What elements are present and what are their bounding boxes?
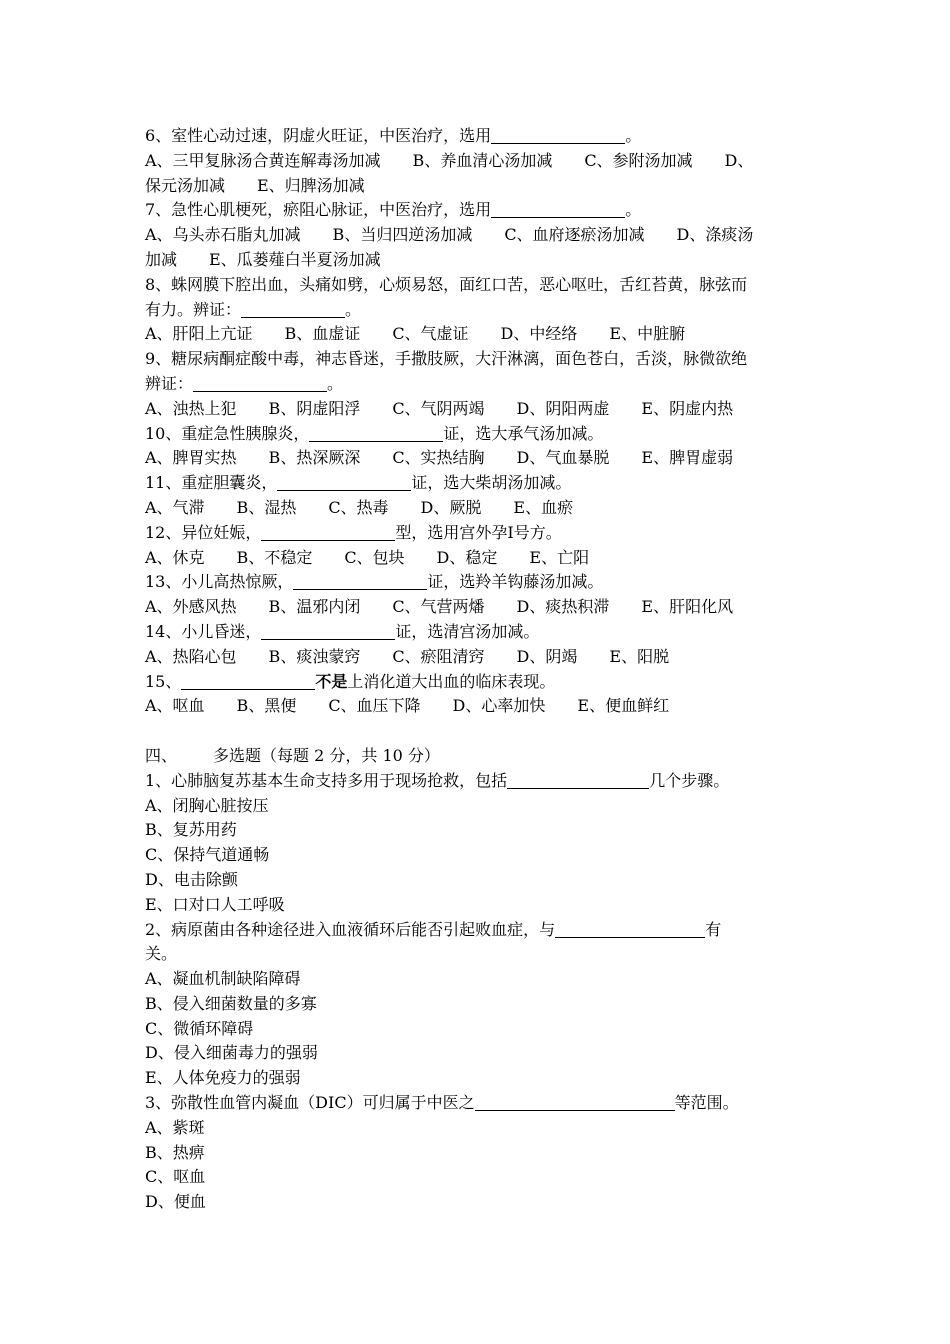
question-8-stem: 8、蛛网膜下腔出血，头痛如劈，心烦易怒，面红口苦，恶心呕吐，舌红苔黄，脉弦而 — [145, 274, 748, 294]
multi-question-2-stem-cont: 关。 — [145, 944, 178, 964]
answer-blank — [475, 1092, 675, 1111]
multi-question-2-option-d: D、侵入细菌毒力的强弱 — [145, 1043, 318, 1063]
answer-blank — [261, 621, 395, 640]
multi-question-3-option-a: A、紫斑 — [145, 1117, 205, 1137]
section-spacer — [145, 719, 815, 744]
question-14-options: A、热陷心包 B、痰浊蒙窍 C、瘀阻清窍 D、阴竭 E、阳脱 — [145, 646, 670, 666]
question-6-options-cont: 保元汤加减 E、归脾汤加减 — [145, 175, 365, 195]
question-14-stem: 14、小儿昏迷， 证，选清宫汤加减。 — [145, 621, 540, 641]
question-7-stem: 7、急性心肌梗死，瘀阻心脉证，中医治疗，选用 。 — [145, 200, 642, 220]
question-9-stem: 9、糖尿病酮症酸中毒，神志昏迷，手撒肢厥，大汗淋漓，面色苍白，舌淡，脉微欲绝 — [145, 349, 748, 369]
question-15-options: A、呕血 B、黑便 C、血压下降 D、心率加快 E、便血鲜红 — [145, 696, 670, 716]
multi-question-1-option-d: D、电击除颤 — [145, 869, 238, 889]
question-13-options: A、外感风热 B、温邪内闭 C、气营两燔 D、痰热积滞 E、肝阳化风 — [145, 597, 734, 617]
multi-question-3-stem: 3、弥散性血管内凝血（DIC）可归属于中医之 等范围。 — [145, 1093, 739, 1113]
answer-blank — [309, 423, 443, 442]
multi-question-1-stem: 1、心肺脑复苏基本生命支持多用于现场抢救，包括 几个步骤。 — [145, 770, 730, 790]
answer-blank — [181, 671, 315, 690]
question-7-options: A、乌头赤石脂丸加减 B、当归四逆汤加减 C、血府逐瘀汤加减 D、涤痰汤 — [145, 225, 754, 245]
question-8-stem-cont: 有力。辨证： 。 — [145, 299, 362, 319]
section-4-heading: 四、 多选题（每题 2 分，共 10 分） — [145, 745, 440, 765]
question-10-options: A、脾胃实热 B、热深厥深 C、实热结胸 D、气血暴脱 E、脾胃虚弱 — [145, 448, 734, 468]
question-11-options: A、气滞 B、湿热 C、热毒 D、厥脱 E、血瘀 — [145, 497, 574, 517]
question-6-stem: 6、室性心动过速，阴虚火旺证，中医治疗，选用 。 — [145, 126, 642, 145]
multi-question-1-option-b: B、复苏用药 — [145, 820, 237, 840]
multi-question-2-option-e: E、人体免疫力的强弱 — [145, 1068, 301, 1088]
question-11-stem: 11、重症胆囊炎， 证，选大柴胡汤加减。 — [145, 473, 572, 493]
question-6-options: A、三甲复脉汤合黄连解毒汤加减 B、养血清心汤加减 C、参附汤加减 D、 — [145, 150, 754, 170]
multi-question-3-option-b: B、热痹 — [145, 1142, 205, 1162]
answer-blank — [491, 125, 625, 144]
multi-question-1-option-c: C、保持气道通畅 — [145, 845, 270, 865]
question-13-stem: 13、小儿高热惊厥， 证，选羚羊钩藤汤加减。 — [145, 572, 604, 592]
answer-blank — [507, 770, 649, 789]
question-12-stem: 12、异位妊娠， 型，选用宫外孕Ⅰ号方。 — [145, 522, 562, 542]
multi-question-2-option-c: C、微循环障碍 — [145, 1018, 254, 1038]
answer-blank — [277, 472, 411, 491]
multi-question-2-option-b: B、侵入细菌数量的多寡 — [145, 993, 317, 1013]
question-9-options: A、浊热上犯 B、阴虚阳浮 C、气阴两竭 D、阴阳两虚 E、阴虚内热 — [145, 398, 734, 418]
question-10-stem: 10、重症急性胰腺炎， 证，选大承气汤加减。 — [145, 423, 604, 443]
question-12-options: A、休克 B、不稳定 C、包块 D、稳定 E、亡阳 — [145, 547, 590, 567]
question-9-stem-cont: 辨证： 。 — [145, 373, 344, 393]
question-8-options: A、肝阳上亢证 B、血虚证 C、气虚证 D、中经络 E、中脏腑 — [145, 324, 686, 344]
document-page — [145, 124, 815, 1215]
answer-blank — [241, 299, 345, 318]
question-15-stem: 15、 不是上消化道大出血的临床表现。 — [145, 671, 556, 691]
answer-blank — [555, 919, 705, 938]
answer-blank — [293, 571, 427, 590]
multi-question-1-option-a: A、闭胸心脏按压 — [145, 795, 269, 815]
answer-blank — [193, 373, 327, 392]
answer-blank — [491, 199, 625, 218]
question-7-options-cont: 加减 E、瓜蒌薤白半夏汤加减 — [145, 249, 381, 269]
multi-question-3-option-c: C、呕血 — [145, 1167, 206, 1187]
answer-blank — [261, 522, 395, 541]
multi-question-2-option-a: A、凝血机制缺陷障碍 — [145, 969, 301, 989]
multi-question-3-option-d: D、便血 — [145, 1192, 206, 1212]
multi-question-2-stem: 2、病原菌由各种途径进入血液循环后能否引起败血症，与 有 — [145, 919, 722, 939]
multi-question-1-option-e: E、口对口人工呼吸 — [145, 894, 285, 914]
